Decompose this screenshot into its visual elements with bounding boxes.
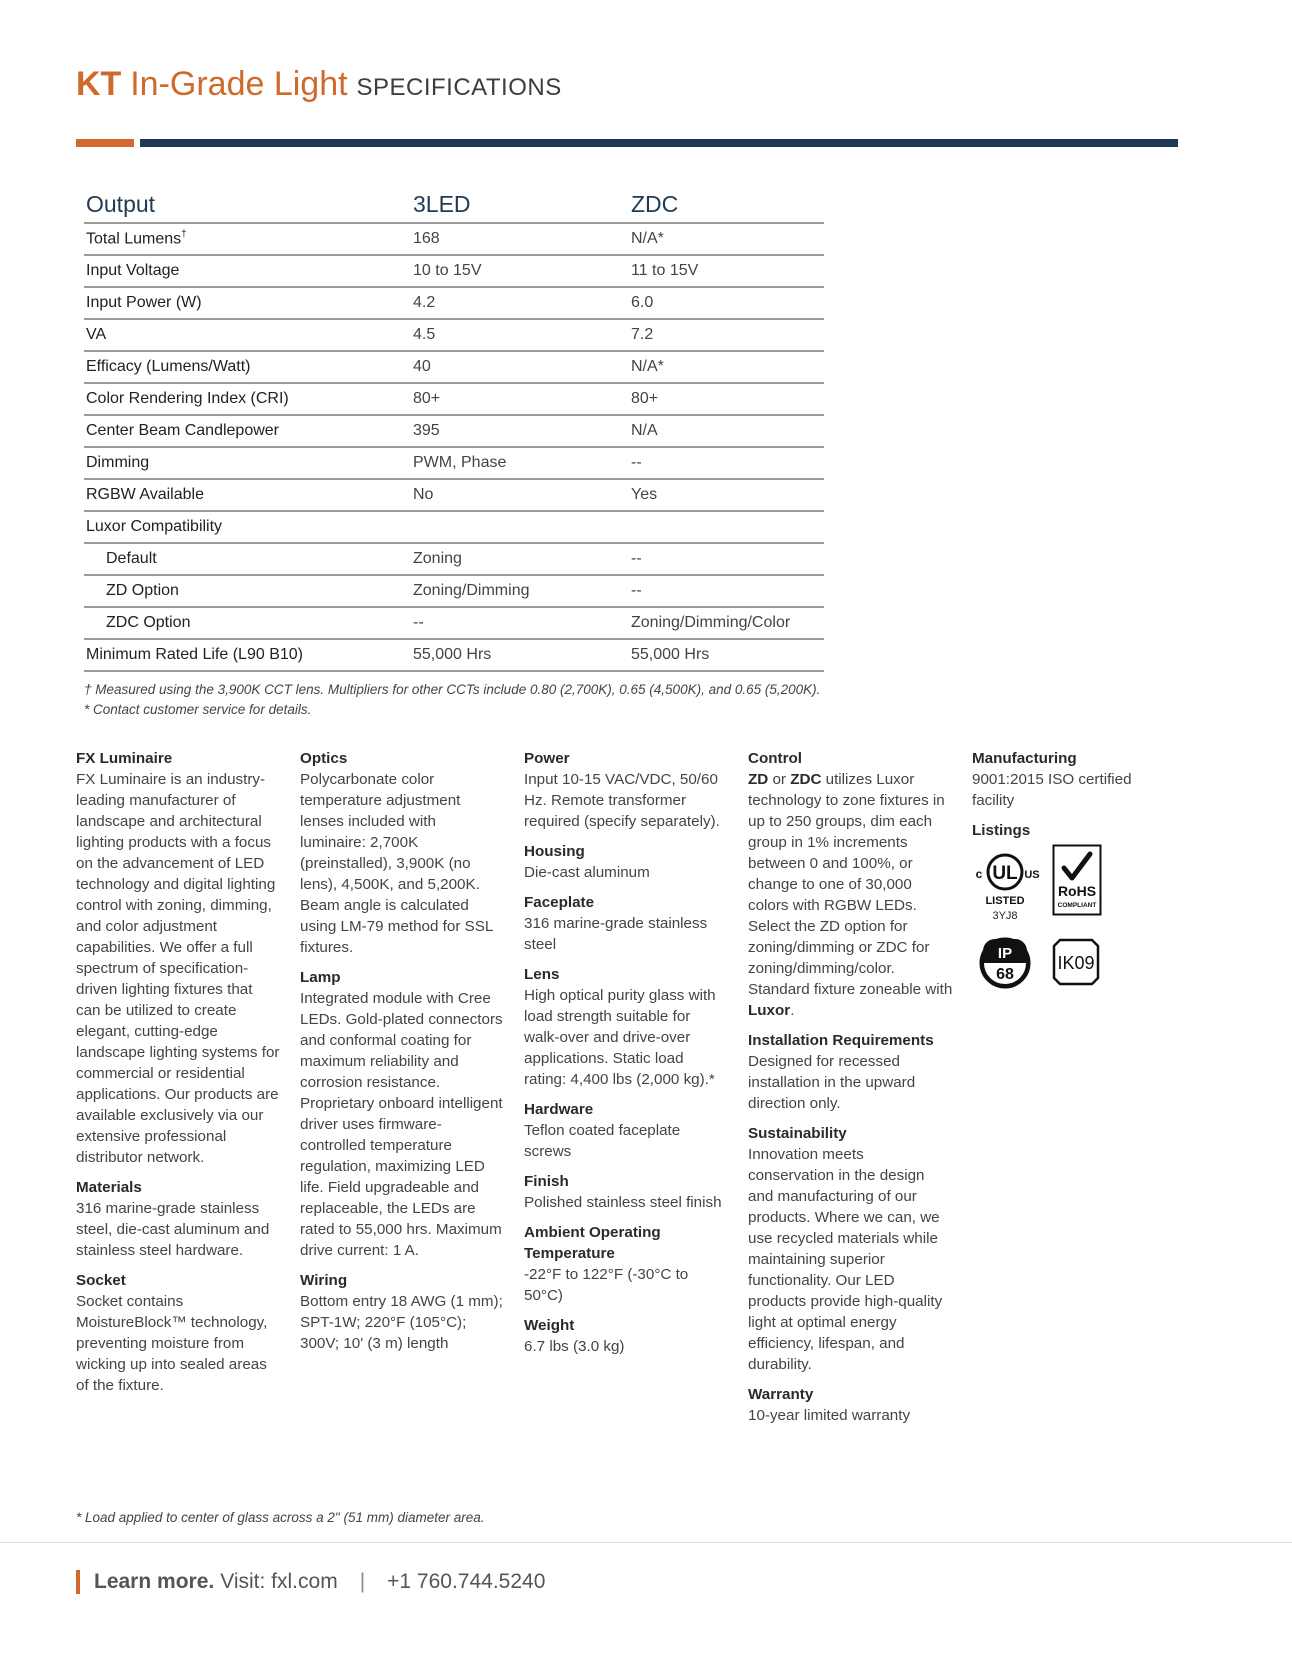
column-power (524, 748, 729, 1366)
note-lumens: † Measured using the 3,900K CCT lens. Multipliers for other CCTs include 0.80 (2,700K), 0.65 (4,500K), and 0.65 (5,200K). (84, 682, 821, 697)
section-text: Teflon coated faceplate screws (524, 1122, 681, 1160)
control-column-sections (748, 1030, 953, 1426)
svg-text:IK09: IK09 (1057, 953, 1095, 973)
output-spec-table (84, 188, 824, 672)
section-text: 10-year limited warranty (748, 1407, 911, 1424)
spec-label (84, 383, 411, 415)
spec-value-3led: 55,000 Hrs (411, 639, 629, 671)
spec-table-header (84, 188, 824, 223)
spec-value-3led: No (411, 479, 629, 511)
spec-value-zdc: -- (629, 543, 824, 575)
section-heading: Finish (524, 1173, 569, 1190)
section-text: FX Luminaire is an industry-leading manufacturer of landscape and architectural lighting products with a focus on the advancement of LED technology and digital lighting control with zoning, dimming, and color adjustment capabilities. We offer a full spectrum of specification-driven lighting fixtures that can be utilized to create elegant, cutting-edge landscape lighting systems for commercial or residential applications. Our products are available exclusively via our extensive professional distributor network. (76, 771, 280, 1166)
spec-value-3led: -- (411, 607, 629, 639)
spec-row (84, 223, 824, 255)
spec-label-text: Efficacy (Lumens/Watt) (86, 358, 251, 375)
section-heading: Lamp (300, 969, 341, 986)
spec-label-text: RGBW Available (86, 486, 204, 503)
spec-label (84, 415, 411, 447)
section-heading: Warranty (748, 1386, 814, 1403)
section-text: High optical purity glass with load strength suitable for walk-over and drive-over applications. Static load rating: 4,400 lbs (2,000 kg).* (524, 987, 716, 1088)
footer-separator: | (359, 1570, 366, 1593)
section-text: Die-cast aluminum (524, 864, 650, 881)
spec-row (84, 255, 824, 287)
spec-row (84, 543, 824, 575)
column-manufacturing (972, 748, 1162, 841)
listings-badges (972, 840, 1102, 990)
spec-row (84, 511, 824, 543)
title-specifications: SPECIFICATIONS (356, 74, 562, 101)
section-heading: Ambient Operating Temperature (524, 1224, 661, 1262)
footer-divider (0, 1542, 1292, 1543)
spec-label-text: VA (86, 326, 107, 343)
svg-text:US: US (1024, 869, 1040, 881)
spec-label-text: Color Rendering Index (CRI) (86, 390, 289, 407)
spec-row (84, 319, 824, 351)
section-text: Polished stainless steel finish (524, 1194, 722, 1211)
control-luxor: Luxor (748, 1002, 791, 1019)
section-heading: Wiring (300, 1272, 348, 1289)
manufacturing-text: 9001:2015 ISO certified facility (972, 771, 1132, 809)
spec-value-3led: 80+ (411, 383, 629, 415)
spec-value-zdc: 80+ (629, 383, 824, 415)
svg-text:IP: IP (997, 945, 1013, 962)
spec-label-text: Default (106, 550, 157, 567)
spec-value-3led (411, 511, 629, 543)
load-footnote: * Load applied to center of glass across a 2" (51 mm) diameter area. (76, 1510, 485, 1525)
spec-label-text: Total Lumens (86, 230, 182, 248)
section-heading: Housing (524, 843, 585, 860)
spec-row (84, 447, 824, 479)
spec-row (84, 287, 824, 319)
section-heading: Weight (524, 1317, 575, 1334)
section-heading: Sustainability (748, 1125, 847, 1142)
spec-label (84, 287, 411, 319)
section-text: Integrated module with Cree LEDs. Gold-plated connectors and conformal coating for maximum reliability and corrosion resistance. Proprietary onboard intelligent driver uses firmware-controlled temperature regulation, maximizing LED life. Field upgradeable and replaceable, the LEDs are rated to 55,000 hrs. Maximum drive current: 1 A. (300, 990, 503, 1259)
spec-value-zdc: 6.0 (629, 287, 824, 319)
spec-row (84, 575, 824, 607)
spec-label-text: Minimum Rated Life (L90 B10) (86, 646, 303, 663)
section-heading: Power (524, 750, 570, 767)
ul-listed-icon (972, 848, 1042, 924)
dagger-mark: † (181, 229, 187, 241)
header-3led: 3LED (411, 188, 629, 223)
column-optics (300, 748, 505, 1363)
control-zd: ZD (748, 771, 769, 788)
section-text: Input 10-15 VAC/VDC, 50/60 Hz. Remote transformer required (specify separately). (524, 771, 720, 830)
spec-row (84, 383, 824, 415)
spec-value-zdc: Yes (629, 479, 824, 511)
spec-value-zdc (629, 511, 824, 543)
spec-label (84, 511, 411, 543)
title-product: In-Grade Light (130, 65, 348, 103)
spec-label-text: Input Voltage (86, 262, 180, 279)
note-contact: * Contact customer service for details. (84, 702, 312, 717)
control-or: or (768, 771, 791, 788)
spec-value-3led: Zoning/Dimming (411, 575, 629, 607)
ip68-icon (978, 936, 1032, 990)
spec-value-zdc: N/A* (629, 223, 824, 255)
spec-row (84, 415, 824, 447)
section-heading: Faceplate (524, 894, 595, 911)
footer-accent-bar (76, 1570, 80, 1594)
spec-label (84, 575, 411, 607)
rohs-icon (1052, 844, 1102, 916)
title-model: KT (76, 65, 122, 103)
spec-label (84, 351, 411, 383)
column-company (76, 748, 281, 1405)
svg-text:COMPLIANT: COMPLIANT (1057, 902, 1097, 909)
footer (76, 1570, 545, 1594)
section-heading: Hardware (524, 1101, 594, 1118)
footer-learn-more: Learn more. (94, 1570, 215, 1593)
section-heading: Lens (524, 966, 560, 983)
spec-value-3led: 4.2 (411, 287, 629, 319)
spec-value-3led: 10 to 15V (411, 255, 629, 287)
spec-row (84, 479, 824, 511)
spec-table-body (84, 223, 824, 671)
spec-label-text: ZDC Option (106, 614, 191, 631)
table-notes (84, 680, 820, 720)
section-heading: Installation Requirements (748, 1032, 934, 1049)
svg-text:68: 68 (996, 966, 1014, 983)
section-text: 316 marine-grade stainless steel, die-cast aluminum and stainless steel hardware. (76, 1200, 270, 1259)
spec-value-zdc: -- (629, 447, 824, 479)
svg-text:LISTED: LISTED (985, 895, 1025, 907)
spec-value-3led: Zoning (411, 543, 629, 575)
page-title (76, 66, 562, 103)
footer-website-link[interactable]: Visit: fxl.com (220, 1570, 338, 1593)
section-text: Polycarbonate color temperature adjustment lenses included with luminaire: 2,700K (preinstalled), 3,900K (no lens), 4,500K, and 5,200K. Beam angle is calculated using LM-79 method for SSL fixtures. (300, 771, 493, 956)
control-end: . (790, 1002, 795, 1019)
spec-label (84, 639, 411, 671)
control-zdc: ZDC (790, 771, 822, 788)
spec-value-zdc: N/A* (629, 351, 824, 383)
section-heading: Socket (76, 1272, 126, 1289)
spec-label (84, 479, 411, 511)
section-text: Socket contains MoistureBlock™ technology, preventing moisture from wicking up into sealed areas of the fixture. (76, 1293, 268, 1394)
spec-label (84, 607, 411, 639)
section-heading: Optics (300, 750, 348, 767)
spec-label-text: ZD Option (106, 582, 179, 599)
listings-heading: Listings (972, 822, 1031, 839)
section-text: Innovation meets conservation in the design and manufacturing of our products. Where we can, we use recycled materials while maintaining superior functionality. Our LED products provide high-quality light at optimal energy efficiency, lifespan, and durability. (748, 1146, 943, 1373)
section-text: -22°F to 122°F (-30°C to 50°C) (524, 1266, 689, 1304)
spec-value-3led: 395 (411, 415, 629, 447)
section-heading: FX Luminaire (76, 750, 173, 767)
section-text: 6.7 lbs (3.0 kg) (524, 1338, 625, 1355)
header-zdc: ZDC (629, 188, 824, 223)
control-text (748, 769, 953, 1021)
svg-text:3YJ8: 3YJ8 (992, 910, 1018, 922)
spec-label (84, 223, 411, 255)
spec-value-zdc: Zoning/Dimming/Color (629, 607, 824, 639)
spec-value-zdc: -- (629, 575, 824, 607)
spec-value-zdc: 11 to 15V (629, 255, 824, 287)
spec-value-zdc: 7.2 (629, 319, 824, 351)
spec-value-3led: 4.5 (411, 319, 629, 351)
spec-value-zdc: N/A (629, 415, 824, 447)
spec-label (84, 255, 411, 287)
header-rule-accent (76, 139, 134, 147)
svg-text:RoHS: RoHS (1057, 883, 1097, 899)
section-text: Designed for recessed installation in the upward direction only. (748, 1053, 916, 1112)
ik09-icon (1052, 938, 1100, 986)
column-control (748, 748, 953, 1435)
header-output: Output (84, 188, 411, 223)
spec-label (84, 543, 411, 575)
header-rule (140, 139, 1178, 147)
spec-label-text: Dimming (86, 454, 150, 471)
svg-text:UL: UL (992, 863, 1018, 884)
footer-phone[interactable]: +1 760.744.5240 (387, 1570, 546, 1593)
spec-value-zdc: 55,000 Hrs (629, 639, 824, 671)
manufacturing-heading: Manufacturing (972, 750, 1077, 767)
spec-label-text: Input Power (W) (86, 294, 202, 311)
section-text: 316 marine-grade stainless steel (524, 915, 708, 953)
spec-label-text: Luxor Compatibility (86, 518, 223, 535)
spec-row (84, 607, 824, 639)
control-body: utilizes Luxor technology to zone fixtures in up to 250 groups, dim each group in 1% increments between 0 and 100%, or change to one of 30,000 colors with RGBW LEDs. Select the ZD option for zoning/dimming or ZDC for zoning/dimming/color. Standard fixture zoneable with (748, 771, 953, 998)
control-heading: Control (748, 750, 802, 767)
section-heading: Materials (76, 1179, 142, 1196)
section-text: Bottom entry 18 AWG (1 mm); SPT-1W; 220°F (105°C); 300V; 10' (3 m) length (300, 1293, 503, 1352)
spec-label-text: Center Beam Candlepower (86, 422, 279, 439)
spec-row (84, 351, 824, 383)
spec-value-3led: PWM, Phase (411, 447, 629, 479)
spec-label (84, 447, 411, 479)
spec-row (84, 639, 824, 671)
spec-value-3led: 168 (411, 223, 629, 255)
spec-label (84, 319, 411, 351)
spec-value-3led: 40 (411, 351, 629, 383)
svg-text:c: c (975, 867, 983, 881)
